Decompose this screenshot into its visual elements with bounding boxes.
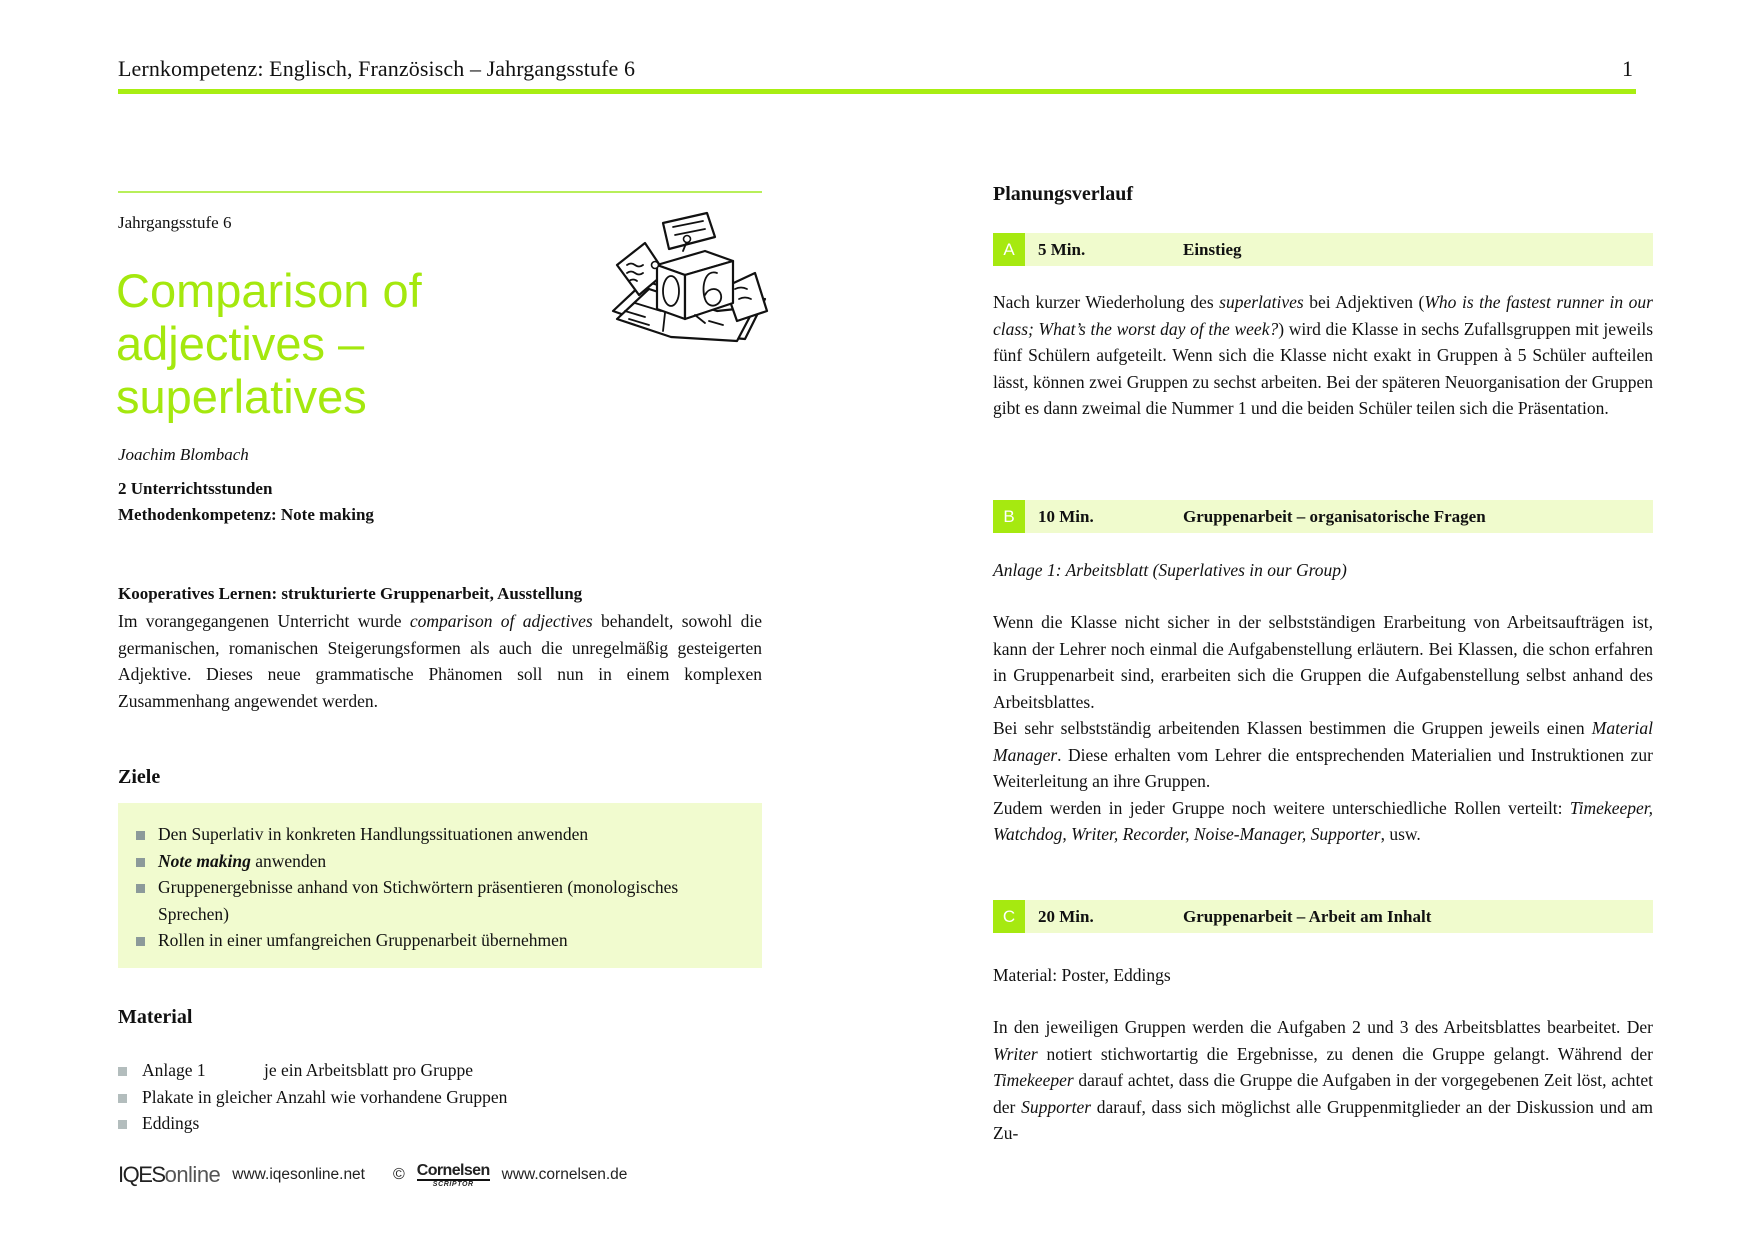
iqes-url-link[interactable]: www.iqesonline.net — [232, 1166, 365, 1183]
paragraph-text: Nach kurzer Wiederholung des — [993, 292, 1220, 312]
phase-bar-b — [993, 500, 1653, 533]
phase-bar-c — [993, 900, 1653, 933]
material-list — [118, 1057, 758, 1137]
paragraph-text: In den jeweiligen Gruppen werden die Aufgaben 2 und 3 des Arbeitsblattes bearbeitet. Der — [993, 1017, 1653, 1037]
material-item — [118, 1110, 758, 1137]
phase-title: Gruppenarbeit – organisatorische Fragen — [1183, 507, 1486, 526]
goal-item — [136, 874, 742, 927]
iqes-logo-main: IQES — [118, 1162, 165, 1187]
phase-letter-badge: A — [993, 233, 1025, 266]
phase-b-paragraph — [993, 609, 1653, 848]
phase-duration: 20 Min. — [1038, 907, 1094, 926]
phase-title: Gruppenarbeit – Arbeit am Inhalt — [1183, 907, 1432, 926]
phase-a-paragraph — [993, 289, 1653, 422]
phase-letter-badge: C — [993, 900, 1025, 933]
header-rule — [118, 89, 1636, 94]
dice-with-papers-06-icon — [605, 203, 775, 343]
goal-text: Den Superlativ in konkreten Handlungssituationen anwenden — [158, 824, 589, 844]
goal-item — [136, 927, 742, 954]
planning-heading: Planungsverlauf — [993, 183, 1134, 205]
paragraph-text: ) wird die Klasse in sechs Zufallsgruppen mit jeweils fünf Schülern aufgeteilt. Wenn sich die Klasse nicht exakt in Gruppen à 5 Schüler aufteilen lässt, können zwei Gruppen zu sechst arbeiten. Bei der späteren Neuorganisation der Gruppen gibt es dann zweimal die Nummer 1 und die beiden Schüler teilen sich die Präsentation. — [993, 318, 1654, 418]
author-name: Joachim Blombach — [118, 445, 249, 464]
material-item — [118, 1057, 758, 1084]
paragraph-text — [993, 715, 1653, 795]
paragraph-text: Bei sehr selbstständig arbeitenden Klassen bestimmen die Gruppen jeweils einen — [993, 718, 1592, 738]
paragraph-emphasis: Timekeeper, Watchdog, Writer, Recorder, Noise-Manager, Supporter — [993, 797, 1653, 844]
goals-box — [118, 803, 762, 968]
running-header-title: Lernkompetenz: Englisch, Französisch – Jahrgangsstufe 6 — [118, 56, 636, 81]
left-column-rule — [118, 191, 762, 193]
iqes-logo — [118, 1162, 220, 1188]
goals-heading: Ziele — [118, 766, 161, 788]
copyright-symbol: © — [393, 1166, 405, 1183]
page-number: 1 — [1622, 56, 1633, 81]
goal-item — [136, 821, 742, 848]
method-competence: Methodenkompetenz: Note making — [118, 505, 374, 524]
footer — [118, 1161, 627, 1189]
cornelsen-logo-sub: SCRIPTOR — [432, 1180, 474, 1188]
intro-text: Im vorangegangenen Unterricht wurde — [118, 611, 410, 631]
goal-emphasis: Note making — [158, 850, 251, 871]
intro-text: behandelt, sowohl die germanischen, romanischen Steigerungsformen als auch die unregelmäßig gesteigerten Adjektive. Dieses neue grammatische Phänomen soll nun in einem komplexen Zusammenhang angewendet werden. — [118, 611, 763, 711]
title-line: adjectives – — [116, 317, 365, 370]
phase-c-paragraph — [993, 1014, 1653, 1147]
paragraph-text: Wenn die Klasse nicht sicher in der selbstständigen Erarbeitung von Arbeitsaufträgen ist, kann der Lehrer noch einmal die Aufgabenstellung erläutern. Bei Klassen, die schon erfahren in Gruppenarbeit sind, erarbeiten sich die Gruppen die Aufgabenstellung selbst anhand des Arbeitsblattes. — [993, 612, 1653, 712]
cooperative-learning-heading: Kooperatives Lernen: strukturierte Gruppenarbeit, Ausstellung — [118, 584, 583, 603]
paragraph-text — [993, 795, 1653, 848]
phase-c-material: Material: Poster, Eddings — [993, 965, 1171, 985]
paragraph-text: darauf achtet, dass die Gruppe die Aufgaben in der vorgegebenen Zeit löst, achtet der — [993, 1070, 1653, 1117]
phase-letter-badge: B — [993, 500, 1025, 533]
phase-bar-a — [993, 233, 1653, 266]
paragraph-emphasis: Material Manager — [993, 718, 1653, 765]
title-line: superlatives — [116, 370, 367, 423]
material-heading: Material — [118, 1006, 193, 1028]
material-text: je ein Arbeitsblatt pro Gruppe — [264, 1060, 473, 1080]
paragraph-text: , usw. — [1380, 824, 1421, 844]
paragraph-emphasis: Writer — [993, 1043, 1038, 1064]
phase-duration: 10 Min. — [1038, 507, 1094, 526]
lesson-count: 2 Unterrichtsstunden — [118, 479, 273, 498]
phase-duration: 5 Min. — [1038, 240, 1086, 259]
intro-paragraph — [118, 608, 762, 714]
paragraph-emphasis: Who is the fastest runner in our class; What’s the worst day of the week? — [993, 292, 1653, 339]
paragraph-text: bei Adjektiven ( — [1303, 292, 1425, 312]
goal-item — [136, 848, 742, 875]
paragraph-emphasis: Timekeeper — [993, 1070, 1074, 1090]
material-text: Eddings — [142, 1113, 200, 1133]
paragraph-emphasis: Supporter — [1021, 1096, 1092, 1117]
phase-b-attachment: Anlage 1: Arbeitsblatt (Superlatives in our Group) — [993, 560, 1347, 580]
paragraph-text: darauf, dass sich möglichst alle Gruppenmitglieder an der Diskussion und am Zu- — [993, 1096, 1653, 1143]
cornelsen-logo-main: Cornelsen — [416, 1161, 490, 1179]
paragraph-text: . Diese erhalten vom Lehrer die entsprechenden Materialien und Instruktionen zur Weiterleitung an ihre Gruppen. — [993, 744, 1653, 791]
goals-list — [136, 821, 742, 954]
page-title — [116, 264, 636, 423]
paragraph-text: Zudem werden in jeder Gruppe noch weitere unterschiedliche Rollen verteilt: — [993, 797, 1570, 818]
goal-text: anwenden — [250, 850, 327, 871]
cornelsen-url-link[interactable]: www.cornelsen.de — [501, 1166, 628, 1183]
title-line: Comparison of — [116, 264, 422, 317]
paragraph-text: notiert stichwortartig die Ergebnisse, zu denen die Gruppe gelangt. Während der — [1037, 1043, 1653, 1064]
intro-emphasis: comparison of adjectives — [409, 611, 593, 631]
paragraph-emphasis: superlatives — [1219, 292, 1304, 312]
iqes-logo-sub: online — [164, 1162, 221, 1187]
grade-label: Jahrgangsstufe 6 — [118, 213, 232, 232]
goal-text: Gruppenergebnisse anhand von Stichwörtern präsentieren (monologisches Sprechen) — [158, 877, 679, 924]
material-item — [118, 1084, 758, 1111]
material-label: Anlage 1 — [142, 1060, 206, 1080]
goal-text: Rollen in einer umfangreichen Gruppenarbeit übernehmen — [158, 930, 568, 950]
material-text: Plakate in gleicher Anzahl wie vorhandene Gruppen — [142, 1086, 508, 1107]
cornelsen-logo — [417, 1163, 490, 1188]
phase-title: Einstieg — [1183, 240, 1242, 259]
